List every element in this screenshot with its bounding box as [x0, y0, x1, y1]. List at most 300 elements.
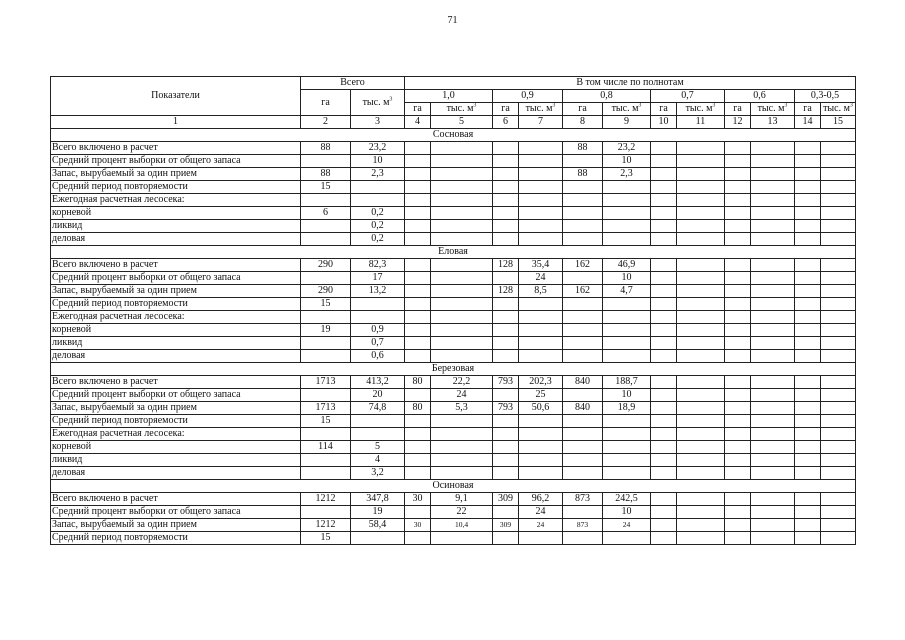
table-row: [51, 350, 856, 363]
table-cell: 840: [563, 376, 603, 389]
table-cell: 24: [603, 519, 651, 532]
table-cell: [493, 532, 519, 545]
table-cell: [563, 181, 603, 194]
table-row: [51, 428, 856, 441]
table-cell: [677, 168, 725, 181]
table-cell: [603, 415, 651, 428]
table-cell: 128: [493, 285, 519, 298]
table-cell: [563, 207, 603, 220]
table-cell: 80: [405, 376, 431, 389]
row-label: Средний процент выборки от общего запаса: [51, 389, 301, 402]
table-cell: [519, 415, 563, 428]
table-cell: [677, 298, 725, 311]
table-cell: [795, 298, 821, 311]
table-cell: [725, 298, 751, 311]
table-cell: 88: [563, 142, 603, 155]
table-cell: [519, 441, 563, 454]
table-cell: 30: [405, 493, 431, 506]
table-cell: 18,9: [603, 402, 651, 415]
table-cell: [431, 194, 493, 207]
table-cell: [405, 467, 431, 480]
table-cell: [821, 519, 856, 532]
table-cell: [725, 506, 751, 519]
column-number: 2: [301, 116, 351, 129]
header-density-2: 0,9: [493, 90, 563, 103]
table-cell: [821, 467, 856, 480]
table-cell: [821, 506, 856, 519]
table-cell: [405, 441, 431, 454]
table-cell: [431, 350, 493, 363]
table-cell: [725, 233, 751, 246]
table-cell: [603, 454, 651, 467]
table-cell: 413,2: [351, 376, 405, 389]
table-cell: [431, 181, 493, 194]
table-cell: [795, 168, 821, 181]
table-cell: [821, 233, 856, 246]
table-cell: [563, 337, 603, 350]
table-cell: [493, 467, 519, 480]
table-cell: [563, 272, 603, 285]
table-cell: 30: [405, 519, 431, 532]
table-cell: [795, 493, 821, 506]
table-cell: [563, 428, 603, 441]
table-cell: [603, 194, 651, 207]
column-number: 5: [431, 116, 493, 129]
table-cell: 22,2: [431, 376, 493, 389]
table-cell: [821, 194, 856, 207]
table-cell: 17: [351, 272, 405, 285]
table-cell: [651, 467, 677, 480]
table-cell: [301, 233, 351, 246]
table-cell: [603, 441, 651, 454]
table-cell: [677, 324, 725, 337]
table-cell: [751, 337, 795, 350]
table-cell: [795, 272, 821, 285]
row-label: Средний процент выборки от общего запаса: [51, 155, 301, 168]
table-cell: [677, 350, 725, 363]
table-cell: 202,3: [519, 376, 563, 389]
table-cell: [493, 506, 519, 519]
table-cell: [821, 532, 856, 545]
table-cell: [677, 415, 725, 428]
table-cell: 162: [563, 285, 603, 298]
table-cell: 15: [301, 532, 351, 545]
table-cell: 309: [493, 493, 519, 506]
section-row: [51, 480, 856, 493]
table-cell: [431, 311, 493, 324]
table-cell: [751, 519, 795, 532]
row-label: деловая: [51, 467, 301, 480]
table-cell: [725, 168, 751, 181]
table-cell: [821, 337, 856, 350]
table-cell: [493, 207, 519, 220]
table-cell: [603, 233, 651, 246]
table-cell: [651, 207, 677, 220]
column-number: 10: [651, 116, 677, 129]
table-cell: [795, 220, 821, 233]
column-number: 6: [493, 116, 519, 129]
table-cell: [677, 428, 725, 441]
table-cell: [751, 454, 795, 467]
table-cell: 24: [519, 272, 563, 285]
table-cell: 46,9: [603, 259, 651, 272]
table-cell: 10: [603, 272, 651, 285]
row-label: Запас, вырубаемый за один прием: [51, 402, 301, 415]
column-number: 9: [603, 116, 651, 129]
table-cell: [405, 350, 431, 363]
table-cell: [651, 415, 677, 428]
table-cell: [725, 493, 751, 506]
header-density-ha: га: [493, 103, 519, 116]
table-cell: [431, 142, 493, 155]
header-by-density: В том числе по полнотам: [405, 77, 856, 90]
row-label: Всего включено в расчет: [51, 493, 301, 506]
table-cell: 10: [603, 389, 651, 402]
header-density-1: 1,0: [405, 90, 493, 103]
table-row: [51, 194, 856, 207]
header-density-m3: тыс. $м^3$: [431, 103, 493, 116]
table-cell: [751, 207, 795, 220]
table-cell: [563, 194, 603, 207]
header-total: Всего: [301, 77, 405, 90]
table-cell: 9,1: [431, 493, 493, 506]
header-density-m3: тыс. $м^3$: [821, 103, 856, 116]
column-number: 15: [821, 116, 856, 129]
table-cell: [795, 233, 821, 246]
table-cell: [519, 532, 563, 545]
table-row: [51, 233, 856, 246]
table-cell: 88: [301, 142, 351, 155]
table-cell: [821, 155, 856, 168]
header-density-ha: га: [795, 103, 821, 116]
table-cell: [725, 519, 751, 532]
table-cell: [519, 207, 563, 220]
table-cell: [563, 233, 603, 246]
table-cell: [563, 454, 603, 467]
table-cell: 88: [563, 168, 603, 181]
column-number: 7: [519, 116, 563, 129]
table-cell: [725, 285, 751, 298]
table-cell: 74,8: [351, 402, 405, 415]
table-cell: [725, 402, 751, 415]
header-density-3: 0,8: [563, 90, 651, 103]
table-cell: [725, 441, 751, 454]
table-cell: 24: [519, 506, 563, 519]
table-cell: [751, 168, 795, 181]
table-row: [51, 207, 856, 220]
table-cell: [405, 506, 431, 519]
table-cell: [563, 298, 603, 311]
table-cell: [751, 506, 795, 519]
header-density-5: 0,6: [725, 90, 795, 103]
table-cell: 242,5: [603, 493, 651, 506]
section-title: Березовая: [51, 363, 856, 376]
table-cell: [795, 428, 821, 441]
table-cell: [493, 311, 519, 324]
table-cell: [431, 233, 493, 246]
row-label: Ежегодная расчетная лесосека:: [51, 428, 301, 441]
table-cell: 50,6: [519, 402, 563, 415]
table-cell: [651, 259, 677, 272]
table-cell: 10: [603, 506, 651, 519]
table-cell: 25: [519, 389, 563, 402]
table-cell: [795, 519, 821, 532]
row-label: Средний период повторяемости: [51, 532, 301, 545]
table-cell: [563, 467, 603, 480]
row-label: Средний период повторяемости: [51, 181, 301, 194]
table-cell: [725, 454, 751, 467]
row-label: Всего включено в расчет: [51, 142, 301, 155]
table-cell: [751, 311, 795, 324]
table-cell: 290: [301, 285, 351, 298]
table-cell: [405, 142, 431, 155]
table-cell: [677, 272, 725, 285]
table-cell: [405, 194, 431, 207]
table-cell: [651, 532, 677, 545]
row-label: ликвид: [51, 337, 301, 350]
table-cell: [493, 324, 519, 337]
header-density-m3: тыс. $м^3$: [751, 103, 795, 116]
table-cell: [603, 428, 651, 441]
table-cell: 10,4: [431, 519, 493, 532]
table-cell: 0,9: [351, 324, 405, 337]
table-cell: [651, 298, 677, 311]
table-cell: [351, 181, 405, 194]
table-row: [51, 311, 856, 324]
table-cell: [431, 454, 493, 467]
table-cell: [795, 194, 821, 207]
table-cell: [603, 337, 651, 350]
table-row: [51, 220, 856, 233]
table-cell: [301, 337, 351, 350]
table-cell: [519, 233, 563, 246]
table-cell: [519, 350, 563, 363]
table-cell: [725, 259, 751, 272]
table-cell: [725, 181, 751, 194]
table-cell: [301, 194, 351, 207]
table-cell: [821, 298, 856, 311]
table-cell: 0,2: [351, 220, 405, 233]
table-cell: [795, 207, 821, 220]
table-cell: [519, 298, 563, 311]
table-cell: [795, 311, 821, 324]
table-cell: [351, 194, 405, 207]
table-cell: [405, 168, 431, 181]
table-cell: [677, 220, 725, 233]
table-cell: [563, 532, 603, 545]
table-cell: [725, 194, 751, 207]
table-row: [51, 285, 856, 298]
table-cell: 4: [351, 454, 405, 467]
table-cell: 128: [493, 259, 519, 272]
table-cell: [751, 376, 795, 389]
table-cell: 1212: [301, 519, 351, 532]
table-row: [51, 402, 856, 415]
table-cell: [725, 155, 751, 168]
table-cell: [821, 402, 856, 415]
table-row: [51, 259, 856, 272]
table-cell: [651, 285, 677, 298]
table-cell: 10: [351, 155, 405, 168]
header-density-m3: тыс. $м^3$: [519, 103, 563, 116]
table-cell: 5,3: [431, 402, 493, 415]
header-density-m3: тыс. $м^3$: [677, 103, 725, 116]
table-cell: [821, 350, 856, 363]
header-density-ha: га: [725, 103, 751, 116]
table-cell: [405, 324, 431, 337]
table-row: [51, 337, 856, 350]
table-cell: 24: [431, 389, 493, 402]
table-cell: [725, 350, 751, 363]
column-number: 14: [795, 116, 821, 129]
table-cell: [351, 428, 405, 441]
column-number: 13: [751, 116, 795, 129]
table-cell: [519, 337, 563, 350]
table-cell: [351, 532, 405, 545]
table-cell: [405, 285, 431, 298]
table-cell: [405, 428, 431, 441]
table-cell: [431, 272, 493, 285]
table-cell: [493, 220, 519, 233]
table-row: [51, 376, 856, 389]
table-cell: [677, 389, 725, 402]
table-cell: 20: [351, 389, 405, 402]
table-cell: [821, 389, 856, 402]
table-cell: [651, 441, 677, 454]
table-cell: [821, 428, 856, 441]
table-cell: [603, 324, 651, 337]
table-cell: [493, 350, 519, 363]
table-cell: [493, 194, 519, 207]
table-cell: [493, 441, 519, 454]
table-cell: [677, 194, 725, 207]
table-cell: [431, 428, 493, 441]
row-label: корневой: [51, 324, 301, 337]
table-cell: [677, 181, 725, 194]
table-cell: [821, 168, 856, 181]
row-label: Средний период повторяемости: [51, 298, 301, 311]
table-cell: [493, 142, 519, 155]
table-cell: [405, 389, 431, 402]
table-cell: [431, 324, 493, 337]
table-cell: [301, 389, 351, 402]
table-cell: [651, 168, 677, 181]
table-cell: [725, 376, 751, 389]
header-density-ha: га: [405, 103, 431, 116]
table-cell: [431, 168, 493, 181]
table-cell: 873: [563, 519, 603, 532]
table-cell: [725, 467, 751, 480]
row-label: Средний период повторяемости: [51, 415, 301, 428]
table-cell: [431, 207, 493, 220]
table-row: [51, 181, 856, 194]
table-cell: [301, 506, 351, 519]
table-cell: [795, 337, 821, 350]
table-cell: [431, 441, 493, 454]
header-density-ha: га: [563, 103, 603, 116]
table-cell: [725, 415, 751, 428]
table-cell: 19: [351, 506, 405, 519]
table-cell: 58,4: [351, 519, 405, 532]
table-cell: [751, 259, 795, 272]
table-row: [51, 454, 856, 467]
table-cell: [603, 467, 651, 480]
row-label: Запас, вырубаемый за один прием: [51, 519, 301, 532]
table-cell: [751, 402, 795, 415]
table-cell: 290: [301, 259, 351, 272]
header-density-6: 0,3-0,5: [795, 90, 856, 103]
column-number: 8: [563, 116, 603, 129]
table-row: [51, 298, 856, 311]
table-cell: [795, 181, 821, 194]
section-title: Еловая: [51, 246, 856, 259]
table-cell: 13,2: [351, 285, 405, 298]
table-row: [51, 493, 856, 506]
section-title: Сосновая: [51, 129, 856, 142]
table-cell: [431, 532, 493, 545]
table-cell: [751, 389, 795, 402]
table-cell: [751, 324, 795, 337]
table-cell: 1212: [301, 493, 351, 506]
row-label: корневой: [51, 207, 301, 220]
table-cell: [651, 519, 677, 532]
table-cell: [677, 519, 725, 532]
table-cell: [821, 415, 856, 428]
table-cell: [795, 415, 821, 428]
table-cell: 2,3: [351, 168, 405, 181]
table-cell: [795, 324, 821, 337]
table-cell: [725, 311, 751, 324]
table-cell: [493, 415, 519, 428]
table-cell: [301, 467, 351, 480]
row-label: корневой: [51, 441, 301, 454]
table-cell: 6: [301, 207, 351, 220]
table-cell: [751, 220, 795, 233]
table-cell: 35,4: [519, 259, 563, 272]
table-cell: [651, 324, 677, 337]
table-cell: [795, 389, 821, 402]
table-cell: 162: [563, 259, 603, 272]
table-cell: [405, 233, 431, 246]
table-cell: 5: [351, 441, 405, 454]
table-cell: [405, 272, 431, 285]
table-cell: 0,6: [351, 350, 405, 363]
table-cell: [795, 142, 821, 155]
table-cell: [677, 155, 725, 168]
table-cell: 793: [493, 402, 519, 415]
table-cell: [563, 506, 603, 519]
table-cell: [751, 155, 795, 168]
row-label: деловая: [51, 233, 301, 246]
table-cell: [405, 207, 431, 220]
table-cell: 24: [519, 519, 563, 532]
table-cell: 88: [301, 168, 351, 181]
table-cell: [821, 324, 856, 337]
table-cell: [651, 142, 677, 155]
table-cell: [651, 181, 677, 194]
table-cell: [651, 337, 677, 350]
table-cell: [301, 220, 351, 233]
table-cell: [431, 220, 493, 233]
table-cell: [351, 311, 405, 324]
header-density-4: 0,7: [651, 90, 725, 103]
header-column-numbers: [51, 116, 856, 129]
table-cell: 114: [301, 441, 351, 454]
table-cell: [795, 155, 821, 168]
table-cell: [519, 454, 563, 467]
table-cell: [431, 298, 493, 311]
table-cell: [821, 285, 856, 298]
